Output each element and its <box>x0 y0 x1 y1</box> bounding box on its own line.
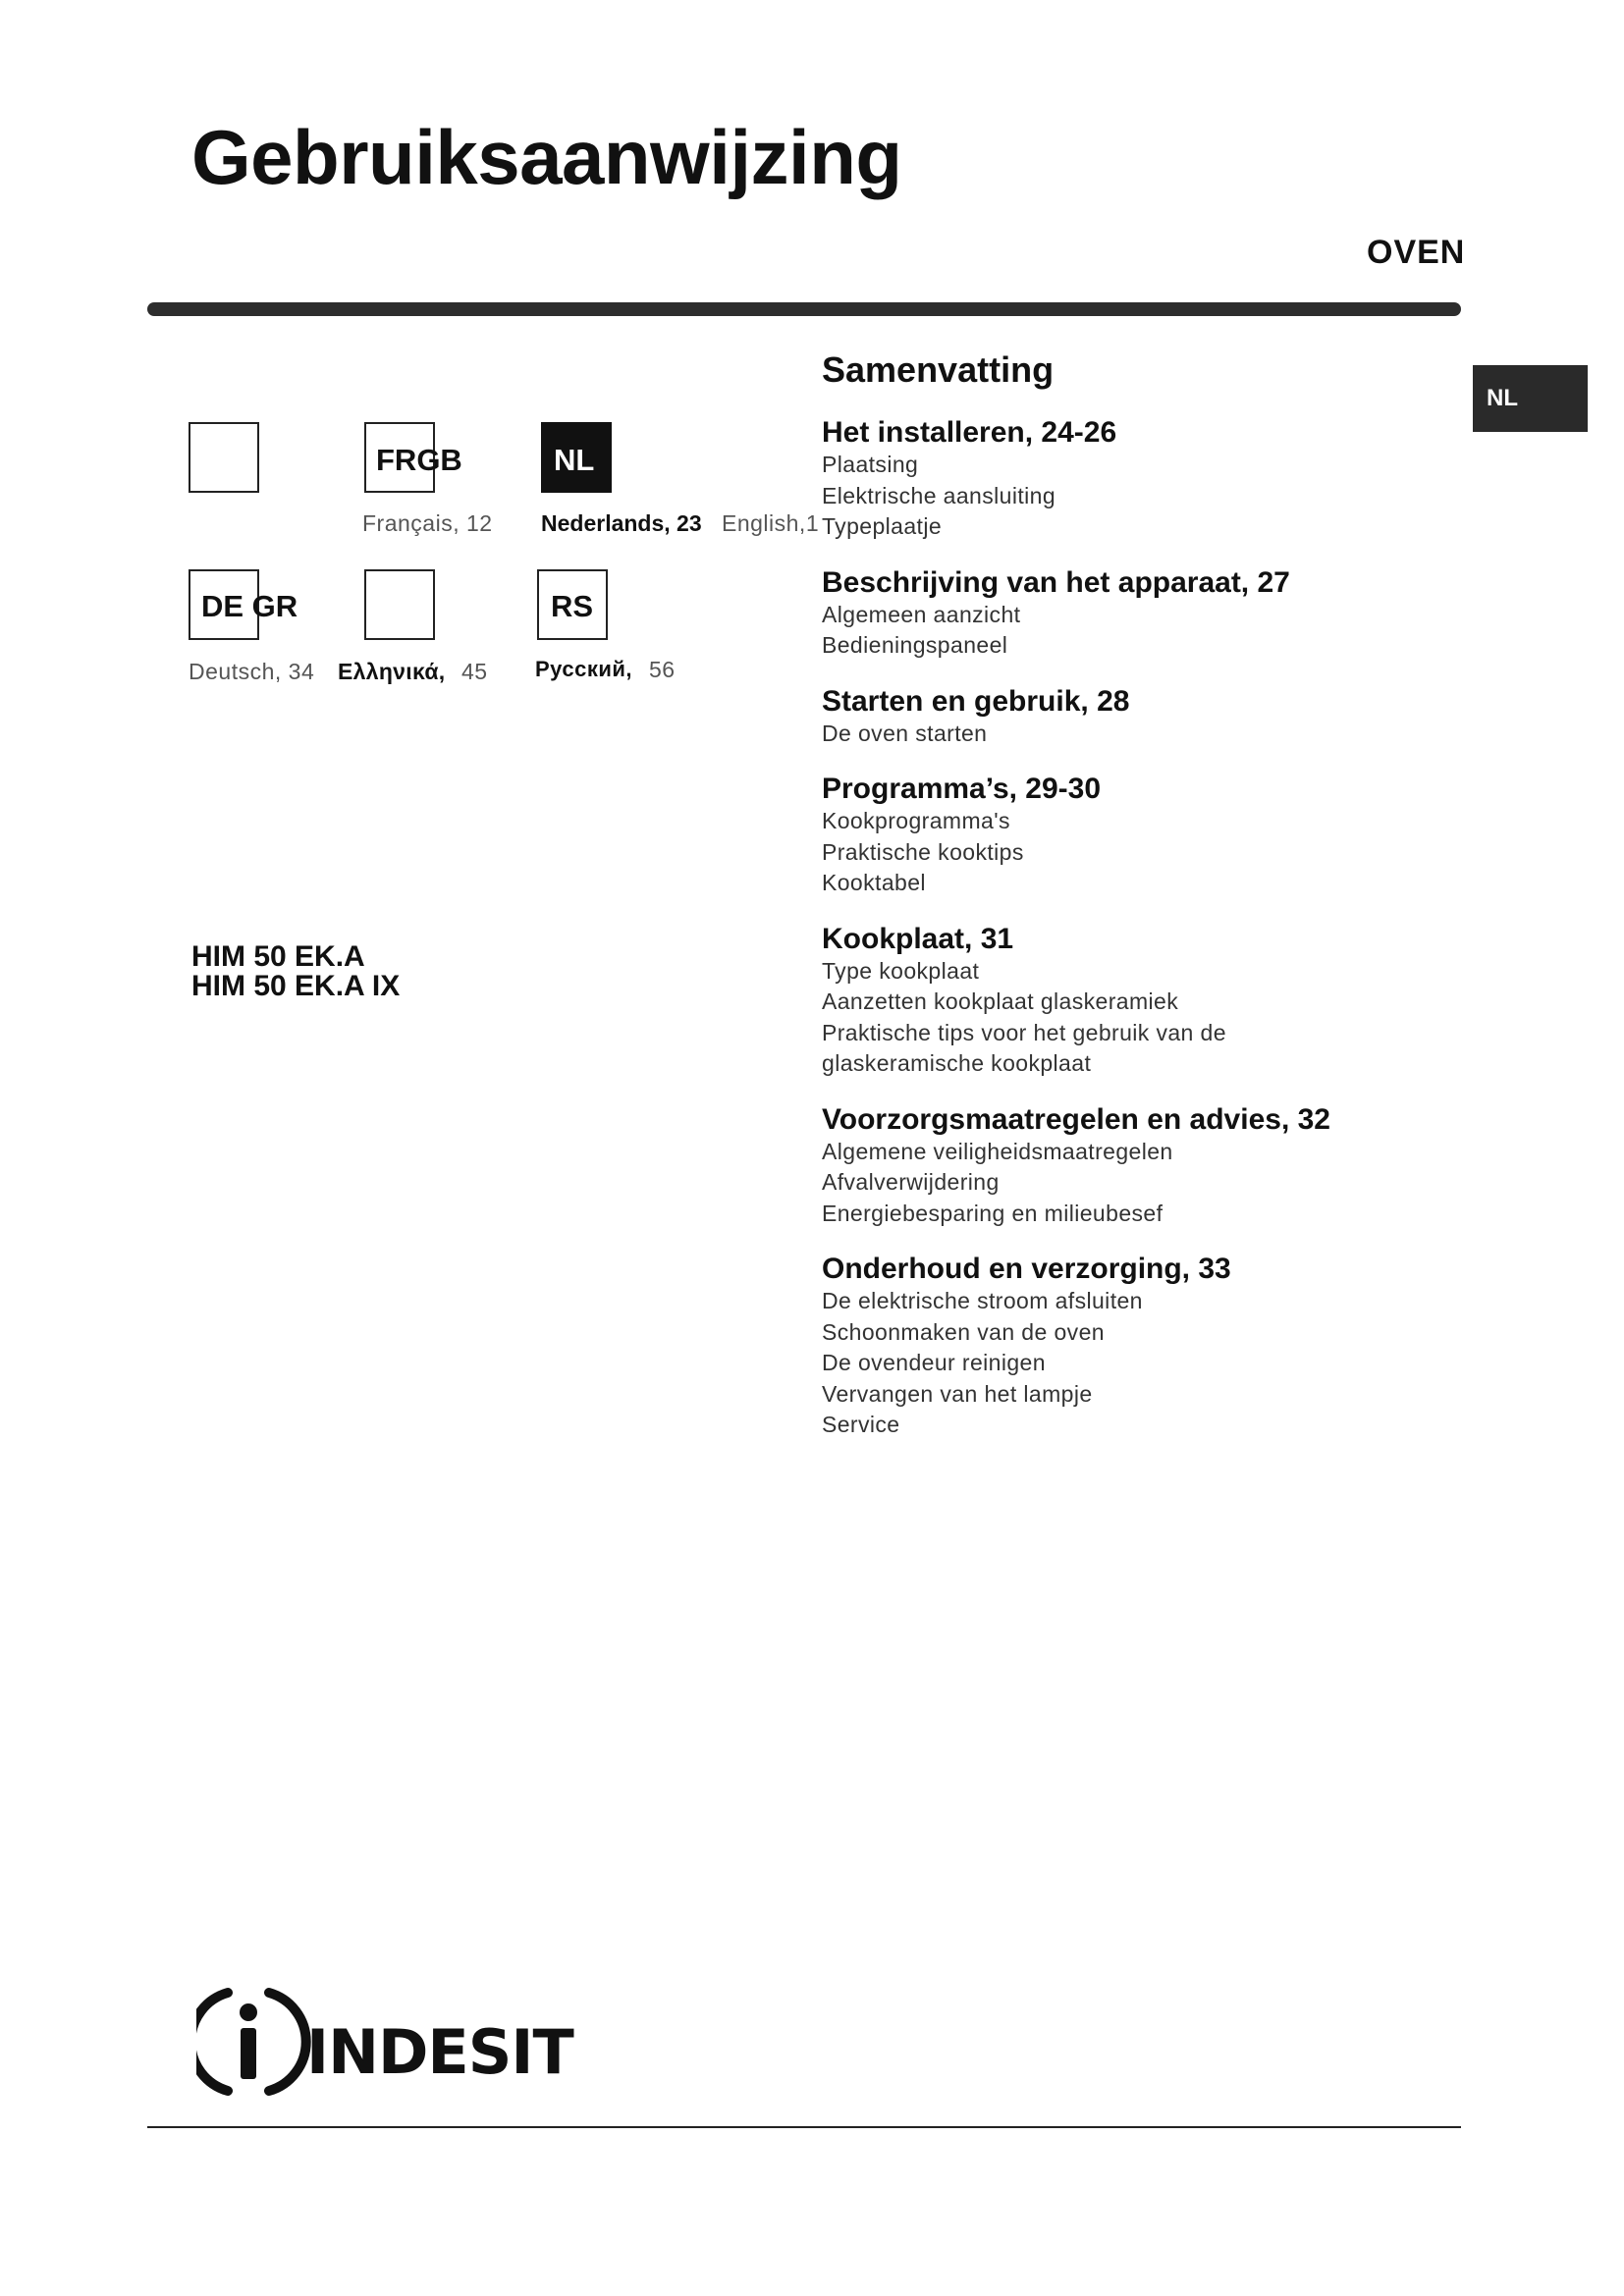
indesit-logo-graphic <box>196 1983 579 2101</box>
language-label-deutsch: Deutsch, 34 <box>189 659 315 684</box>
toc-item: De elektrische stroom afsluiten <box>822 1288 1143 1313</box>
model-name-1: HIM 50 EK.A <box>191 940 365 973</box>
language-tab: NL <box>1473 365 1588 432</box>
toc-section-heading[interactable]: Het installeren, 24-26 <box>822 416 1117 449</box>
toc-item: Kookprogramma's <box>822 808 1010 833</box>
language-label-russkiy-page: 56 <box>649 657 676 682</box>
toc-item: Praktische kooktips <box>822 838 1024 865</box>
toc-item: glaskeramische kookplaat <box>822 1050 1092 1076</box>
toc-item: Kooktabel <box>822 870 926 895</box>
toc-section-heading[interactable]: Onderhoud en verzorging, 33 <box>822 1253 1231 1285</box>
language-code-frgb: FRGB <box>376 443 462 477</box>
language-code-nl: NL <box>554 443 595 477</box>
toc-item: Bedieningspaneel <box>822 632 1008 658</box>
toc-item: De ovendeur reinigen <box>822 1350 1046 1375</box>
language-label-ellinika: Ελληνικά, <box>338 659 446 684</box>
toc-section <box>822 1253 1372 1441</box>
toc-section <box>822 923 1372 1080</box>
toc-item: De oven starten <box>822 720 988 746</box>
table-of-contents <box>822 349 1372 1465</box>
toc-item: Schoonmaken van de oven <box>822 1318 1105 1345</box>
toc-section-heading[interactable]: Kookplaat, 31 <box>822 922 1014 955</box>
toc-section-heading[interactable]: Beschrijving van het apparaat, 27 <box>822 565 1290 599</box>
toc-section <box>822 566 1372 662</box>
brand-wordmark: INDESIT <box>306 2016 573 2088</box>
toc-section-heading[interactable]: Programma’s, 29-30 <box>822 773 1102 805</box>
toc-section <box>822 685 1372 750</box>
footer-divider <box>147 2126 1461 2128</box>
language-label-nederlands: Nederlands, 23 <box>541 510 702 536</box>
product-type: OVEN <box>1367 234 1466 271</box>
toc-section <box>822 416 1372 543</box>
toc-section-heading[interactable]: Voorzorgsmaatregelen en advies, 32 <box>822 1102 1330 1136</box>
language-label-russkiy: Русский, <box>535 657 633 681</box>
toc-item: Elektrische aansluiting <box>822 482 1056 508</box>
toc-item: Praktische tips voor het gebruik van de <box>822 1019 1226 1045</box>
model-name-2: HIM 50 EK.A IX <box>191 970 401 1002</box>
toc-item: Plaatsing <box>822 452 919 477</box>
document-title: Gebruiksaanwijzing <box>191 114 902 200</box>
toc-section <box>822 1103 1372 1230</box>
header-divider <box>147 302 1461 316</box>
toc-item: Type kookplaat <box>822 957 980 984</box>
toc-item: Vervangen van het lampje <box>822 1380 1093 1407</box>
toc-item: Aanzetten kookplaat glaskeramiek <box>822 988 1179 1014</box>
toc-title: Samenvatting <box>822 349 1055 390</box>
toc-item: Afvalverwijdering <box>822 1169 1000 1195</box>
language-label-english: English,1 <box>722 510 820 536</box>
toc-item: Algemeen aanzicht <box>822 601 1021 627</box>
toc-item: Energiebesparing en milieubesef <box>822 1200 1164 1226</box>
toc-item: Algemene veiligheidsmaatregelen <box>822 1138 1173 1164</box>
language-label-ellinika-page: 45 <box>461 659 488 684</box>
toc-section-heading[interactable]: Starten en gebruik, 28 <box>822 684 1130 718</box>
indesit-logo <box>196 1983 579 2106</box>
language-box-empty-1 <box>189 422 259 493</box>
language-code-degr: DE GR <box>201 589 298 623</box>
toc-item: Typeplaatje <box>822 513 943 539</box>
language-box-empty-2 <box>364 569 435 640</box>
toc-section <box>822 773 1372 899</box>
language-label-francais: Français, 12 <box>362 510 493 536</box>
language-code-rs: RS <box>551 589 594 623</box>
toc-item: Service <box>822 1412 900 1437</box>
